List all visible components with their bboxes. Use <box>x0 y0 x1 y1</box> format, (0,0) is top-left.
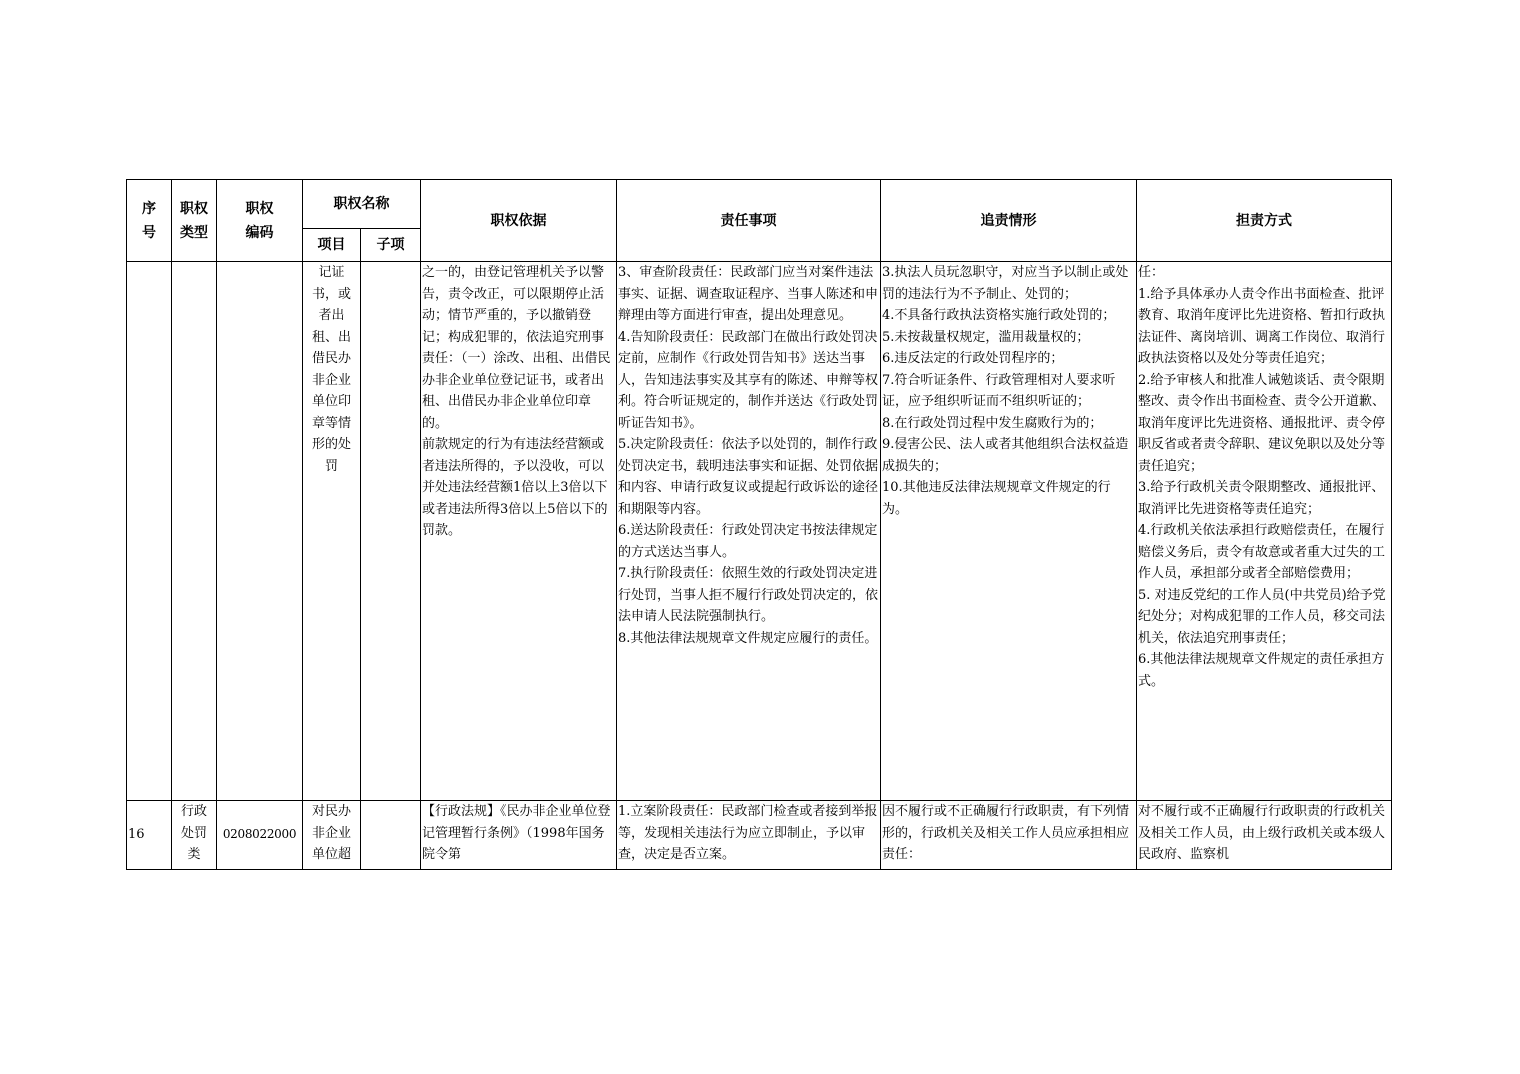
cell-item: 对民办 非企业 单位超 <box>303 801 361 870</box>
cell-code: 0208022000 <box>217 801 303 870</box>
cell-code <box>217 262 303 801</box>
table-row <box>127 801 1392 870</box>
header-item: 项目 <box>303 229 361 262</box>
cell-seq <box>127 262 172 801</box>
header-row <box>127 180 1392 229</box>
cell-method: 任： 1.给予具体承办人责令作出书面检查、批评教育、取消年度评比先进资格、暂扣行政执法证件、离岗培训、调离工作岗位、取消行政执法资格以及处分等责任追究； 2.给予审核人和批准人诫勉谈话、责令限期整改、责令作出书面检查、责令公开道歉、取消年度评比先进资格、通报批评、责令停职反省或者责令辞职、建议免职以及处分等责任追究； 3.给予行政机关责令限期整改、通报批评、取消评比先进资格等责任追究； 4.行政机关依法承担行政赔偿责任，在履行赔偿义务后，责令有故意或者重大过失的工作人员，承担部分或者全部赔偿费用； 5. 对违反党纪的工作人员(中共党员)给予党纪处分；对构成犯罪的工作人员，移交司法机关，依法追究刑事责任； 6.其他法律法规规章文件规定的责任承担方式。 <box>1137 262 1392 801</box>
cell-duty: 1.立案阶段责任：民政部门检查或者接到举报等，发现相关违法行为应立即制止，予以审查，决定是否立案。 <box>617 801 881 870</box>
cell-subitem <box>361 262 421 801</box>
header-duty: 责任事项 <box>617 180 881 262</box>
header-seq: 序 号 <box>127 180 172 262</box>
cell-basis: 【行政法规】《民办非企业单位登记管理暂行条例》（1998年国务院令第 <box>421 801 617 870</box>
header-name: 职权名称 <box>303 180 421 229</box>
cell-accountability: 因不履行或不正确履行行政职责，有下列情形的，行政机关及相关工作人员应承担相应责任： <box>881 801 1137 870</box>
header-method: 担责方式 <box>1137 180 1392 262</box>
header-type: 职权 类型 <box>172 180 217 262</box>
cell-item: 记证 书，或 者出 租、出 借民办 非企业 单位印 章等情 形的处 罚 <box>303 262 361 801</box>
cell-basis: 之一的，由登记管理机关予以警告，责令改正，可以限期停止活动；情节严重的，予以撤销登记；构成犯罪的，依法追究刑事责任：（一）涂改、出租、出借民办非企业单位登记证书，或者出租、出借民办非企业单位印章的。 前款规定的行为有违法经营额或者违法所得的，予以没收，可以并处违法经营额1倍以上3倍以下或者违法所得3倍以上5倍以下的罚款。 <box>421 262 617 801</box>
cell-subitem <box>361 801 421 870</box>
cell-type <box>172 262 217 801</box>
header-code: 职权 编码 <box>217 180 303 262</box>
cell-seq: 16 <box>127 801 172 870</box>
header-subitem: 子项 <box>361 229 421 262</box>
cell-duty: 3、审查阶段责任：民政部门应当对案件违法事实、证据、调查取证程序、当事人陈述和申辩理由等方面进行审查，提出处理意见。 4.告知阶段责任：民政部门在做出行政处罚决定前，应制作《行政处罚告知书》送达当事人，告知违法事实及其享有的陈述、申辩等权利。符合听证规定的，制作并送达《行政处罚听证告知书》。 5.决定阶段责任：依法予以处罚的，制作行政处罚决定书，载明违法事实和证据、处罚依据和内容、申请行政复议或提起行政诉讼的途径和期限等内容。 6.送达阶段责任：行政处罚决定书按法律规定的方式送达当事人。 7.执行阶段责任：依照生效的行政处罚决定进行处罚，当事人拒不履行行政处罚决定的，依法申请人民法院强制执行。 8.其他法律法规规章文件规定应履行的责任。 <box>617 262 881 801</box>
cell-accountability: 3.执法人员玩忽职守，对应当予以制止或处罚的违法行为不予制止、处罚的； 4.不具备行政执法资格实施行政处罚的； 5.未按裁量权规定，滥用裁量权的； 6.违反法定的行政处罚程序的； 7.符合听证条件、行政管理相对人要求听证，应予组织听证而不组织听证的； 8.在行政处罚过程中发生腐败行为的； 9.侵害公民、法人或者其他组织合法权益造成损失的； 10.其他违反法律法规规章文件规定的行为。 <box>881 262 1137 801</box>
cell-type: 行政 处罚 类 <box>172 801 217 870</box>
header-accountability: 追责情形 <box>881 180 1137 262</box>
cell-method: 对不履行或不正确履行行政职责的行政机关及相关工作人员，由上级行政机关或本级人民政府、监察机 <box>1137 801 1392 870</box>
table-row <box>127 262 1392 801</box>
responsibility-table <box>126 179 1392 870</box>
header-basis: 职权依据 <box>421 180 617 262</box>
